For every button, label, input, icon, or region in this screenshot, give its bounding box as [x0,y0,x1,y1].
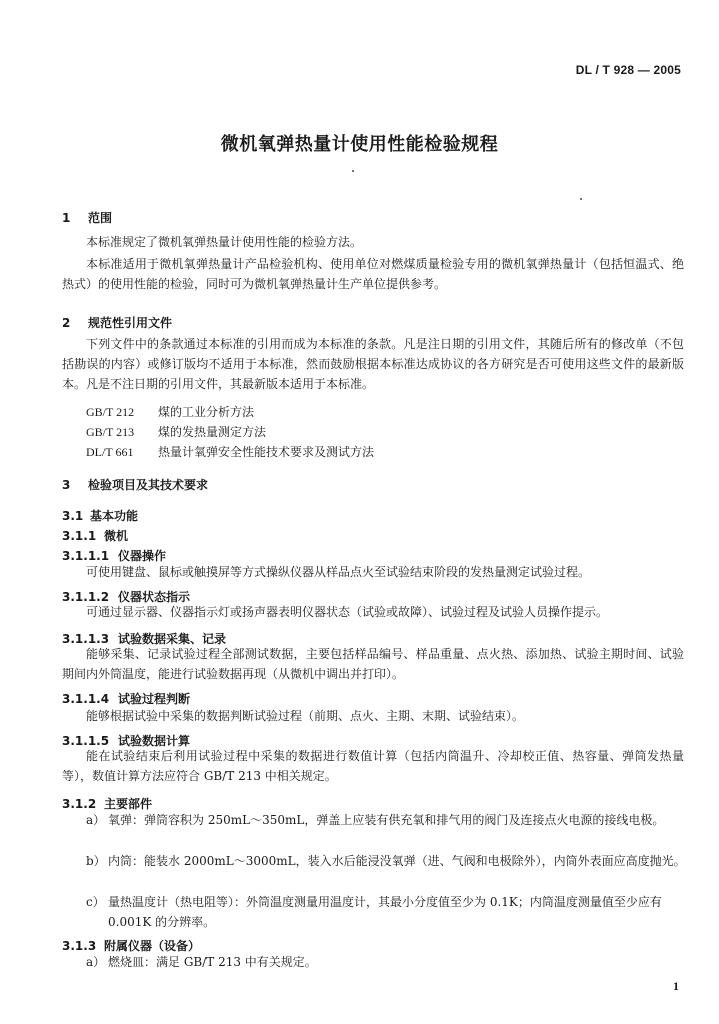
clause-3-1-heading [62,507,138,524]
clause-number: 3.1 [62,509,84,523]
clause-number: 3.1.1.1 [62,549,110,563]
clause-title: 仪器状态指示 [118,590,191,604]
clause-title: 试验过程判断 [118,692,191,706]
reference-item [86,423,266,440]
reference-code: GB/T 212 [86,405,135,419]
clause-3-1-1-5-text: 能在试验结束后利用试验过程中采集的数据进行数值计算（包括内筒温升、冷却校正值、热容量、弹筒发热量等），数值计算方法应符合 GB/T 213 中相关规定。 [62,749,684,783]
clause-number: 3.1.2 [62,797,97,811]
reference-item [86,443,374,460]
reference-item [86,403,254,420]
list-item-text: 内筒：能装水 2000mL～3000mL，装入水后能浸没氧弹（进、气阀和电极除外），内筒外表面应高度抛光。 [108,854,686,868]
list-item [86,810,686,830]
list-item-label: a） [86,955,106,969]
clause-number: 3.1.1.4 [62,692,110,706]
list-item-label: a） [86,813,106,827]
clause-title: 主要部件 [104,797,153,811]
page-number: 1 [673,979,679,993]
clause-title: 试验数据计算 [118,734,191,748]
reference-name: 煤的工业分析方法 [158,405,255,419]
section-number: 1 [62,211,71,225]
list-item [86,892,686,932]
clause-number: 3.1.1.5 [62,734,110,748]
list-item-label: b） [86,854,106,868]
clause-title: 附属仪器（设备） [104,939,201,953]
clause-3-1-1-3-text: 能够采集、记录试验过程全部测试数据，主要包括样品编号、样品重量、点火热、添加热、试验主期时间、试验期间内外筒温度，能进行试验数据再现（从微机中调出并打印）。 [62,647,684,681]
list-item [86,851,686,871]
list-item-label: c） [86,895,105,909]
clause-title: 试验数据采集、记录 [118,632,227,646]
clause-number: 3.1.3 [62,939,97,953]
section-number: 3 [62,478,71,492]
section-1-paragraph-2: 本标准适用于微机氧弹热量计产品检验机构、使用单位对燃煤质量检验专用的微机氧弹热量计（包括恒温式、绝热式）的使用性能的检验，同时可为微机氧弹热量计生产单位提供参考。 [62,257,684,291]
list-item [86,952,686,972]
section-title: 范围 [88,211,113,225]
reference-code: DL/T 661 [86,445,134,459]
clause-3-1-1-4-text: 能够根据试验中采集的数据判断试验过程（前期、点火、主期、末期、试验结束）。 [86,709,525,723]
document-title: 微机氧弹热量计使用性能检验规程 [220,134,499,155]
section-1-paragraph-1: 本标准规定了微机氧弹热量计使用性能的检验方法。 [86,235,363,249]
section-2-paragraph: 下列文件中的条款通过本标准的引用而成为本标准的条款。凡是注日期的引用文件，其随后所有的修改单（不包括勘误的内容）或修订版均不适用于本标准，然而鼓励根据本标准达成协议的各方研究是否可使用这些文件的最新版本。凡是不注日期的引用文件，其最新版本适用于本标准。 [62,337,684,391]
list-item-text: 燃烧皿：满足 GB/T 213 中有关规定。 [108,955,317,969]
section-title: 规范性引用文件 [88,316,173,330]
section-2-heading [62,314,172,331]
clause-number: 3.1.1.3 [62,632,110,646]
scan-speck [580,198,582,200]
clause-title: 微机 [104,529,129,543]
clause-3-1-1-1-text: 可使用键盘、鼠标或触摸屏等方式操纵仪器从样品点火至试验结束阶段的发热量测定试验过程。 [86,565,591,579]
section-3-heading [62,476,208,493]
clause-number: 3.1.1 [62,529,97,543]
section-title: 检验项目及其技术要求 [88,478,209,492]
clause-3-1-1-2-text: 可通过显示器、仪器指示灯或扬声器表明仪器状态（试验或故障）、试验过程及试验人员操作提示。 [86,605,609,619]
section-number: 2 [62,316,71,330]
clause-3-1-1-4-heading [62,690,190,707]
reference-code: GB/T 213 [86,425,135,439]
clause-title: 仪器操作 [118,549,167,563]
clause-3-1-1-heading [62,527,128,544]
list-item-text: 氧弹：弹筒容积为 250mL～350mL，弹盖上应装有供充氧和排气用的阀门及连接点火电源的接线电极。 [108,813,665,827]
clause-title: 基本功能 [90,509,139,523]
scan-speck [352,170,354,172]
reference-name: 煤的发热量测定方法 [158,425,267,439]
list-item-text: 量热温度计（热电阻等）：外筒温度测量用温度计，其最小分度值至少为 0.1K；内筒温度测量值至少应有 0.001K 的分辨率。 [108,895,662,929]
clause-number: 3.1.1.2 [62,590,110,604]
reference-name: 热量计氧弹安全性能技术要求及测试方法 [158,445,375,459]
section-1-heading [62,209,112,226]
document-code: DL / T 928 — 2005 [575,63,681,77]
